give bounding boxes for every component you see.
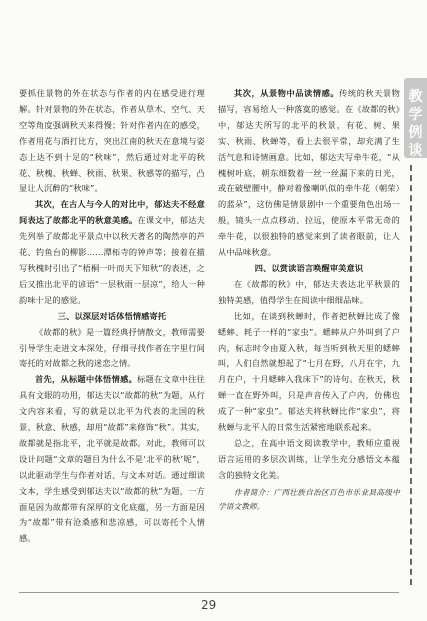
author-note: 作者简介：广西壮族自治区百色市乐业县高级中学语文教师。 xyxy=(218,487,400,511)
paragraph: 比如，在谈到秋蝉时，作者把秋蝉比成了像蟋蟀、耗子一样的“家虫”。蟋蟀从户外叫到了户内，标志时令由夏入秋，每当听到秋天里的蟋蟀叫，人们自然就想起了“七月在野，八月在宇，九月在户，十月蟋蟀入我床下”的诗句。在秋天，秋蝉一直在野外叫，只是声音传入了户内，仿佛也成了一种“家虫”。郁达夫将秋蝉比作“家虫”，将秋蝉与北平人的日常生活紧密地联系起来。 xyxy=(218,310,400,433)
paragraph xyxy=(19,372,205,547)
page-number: 29 xyxy=(201,598,217,612)
section-tab-char: 学 xyxy=(408,107,423,123)
section-tab xyxy=(404,78,427,158)
paragraph: 在《故都的秋》中，郁达夫表达北平秋景的独特美感，值得学生在阅读中细细品味。 xyxy=(218,278,400,305)
section-heading: 四、以赏读语言唤醒审美意识 xyxy=(254,262,364,273)
paragraph: 要抓住景物的外在状态与作者的内在感受进行理解。针对景物的外在状态，作者从草木、空气、天空等角度强调秋天来得慢；针对作者内在的感受，作者用花与酒打比方，突出江南的秋天在意境与姿态上达不到十足的“秋味”，然后通过对北平的秋花、秋槐、秋蝉、秋雨、秋果、秋感等的描写，凸显让人沉醉的“秋味”。 xyxy=(19,88,205,194)
paragraph xyxy=(218,86,400,261)
paragraph: 《故都的秋》是一篇经典抒情散文，教师需要引导学生走进文本深处，仔细寻找作者在字里行间寄托的对故都之秋的迷恋之情。 xyxy=(19,326,205,369)
paragraph xyxy=(19,197,205,308)
right-column xyxy=(218,86,400,514)
paragraph-lead: 其次，从景物中品读情感。 xyxy=(234,88,340,98)
section-tab-char: 例 xyxy=(408,125,423,141)
paragraph-body: 在课文中，郁达夫先列举了故都北平景点中以秋天著名的陶然亭的芦花、钓鱼台的柳影……潭柘寺的钟声等；接着在描写秋槐时引出了“梧桐一叶而天下知秋”的表述，之后又推出北平的谚语“一层秋雨一层凉”，给人一种韵味十足的感觉。 xyxy=(19,215,205,305)
paragraph-body: 标题在文章中往往具有文眼的功用，郁达夫以“故都的秋”为题，从行文内容来看，写的就是以北平为代表的北国的秋景、秋意、秋感，却用“故都”来修饰“秋”。其实，故都就是指北平，北平就是故都。对此，教师可以设计问题“文章的题目为什么不是‘北平的秋’呢”，以此驱动学生与作者对话、与文本对话。通过细读文本，学生感受到郁达夫以“故都的秋”为题，一方面是因为故都带有深厚的文化底蕴，另一方面是因为“故都”带有沧桑感和悲凉感，可以寄托个人情感。 xyxy=(19,374,205,544)
paragraph-lead: 其次，在古人与今人的对比中，郁达夫不经意间表达了故都北平的秋意美感。 xyxy=(19,199,205,226)
paragraph-lead: 首先，从标题中体悟情感。 xyxy=(35,374,138,385)
paragraph-body: 传统的秋天景物描写，容易给人一种落寞的感觉。在《故都的秋》中，郁达夫所写的北平的秋景，有花、树、果实、秋雨、秋蝉等，看上去很平常，却充满了生活气息和诗情画意。比如，郁达夫写牵牛花，“从槐树叶底，朝东细数着一丝一丝漏下来的日光，或在破壁腰中，静对着像喇叭似的牵牛花（朝荣）的蓝朵”，这仿佛是情景剧中一个重要角色出场一般，镜头一点点移动、拉远，使原本平常无奇的牵牛花，以很独特的感觉来到了读者眼前，让人从中品味秋意。 xyxy=(218,88,400,258)
section-tab-char: 谈 xyxy=(408,143,423,159)
left-column xyxy=(19,86,205,547)
paragraph: 总之，在高中语文阅读教学中，教师应重视语言运用的多层次训练，让学生充分感悟文本蕴含的独特文化美。 xyxy=(218,437,400,480)
section-tab-char: 教 xyxy=(408,89,423,105)
footer-rule xyxy=(19,592,399,593)
section-heading: 三、以深层对话体悟情感寄托 xyxy=(57,310,167,321)
margin-dashed-line xyxy=(410,165,412,585)
